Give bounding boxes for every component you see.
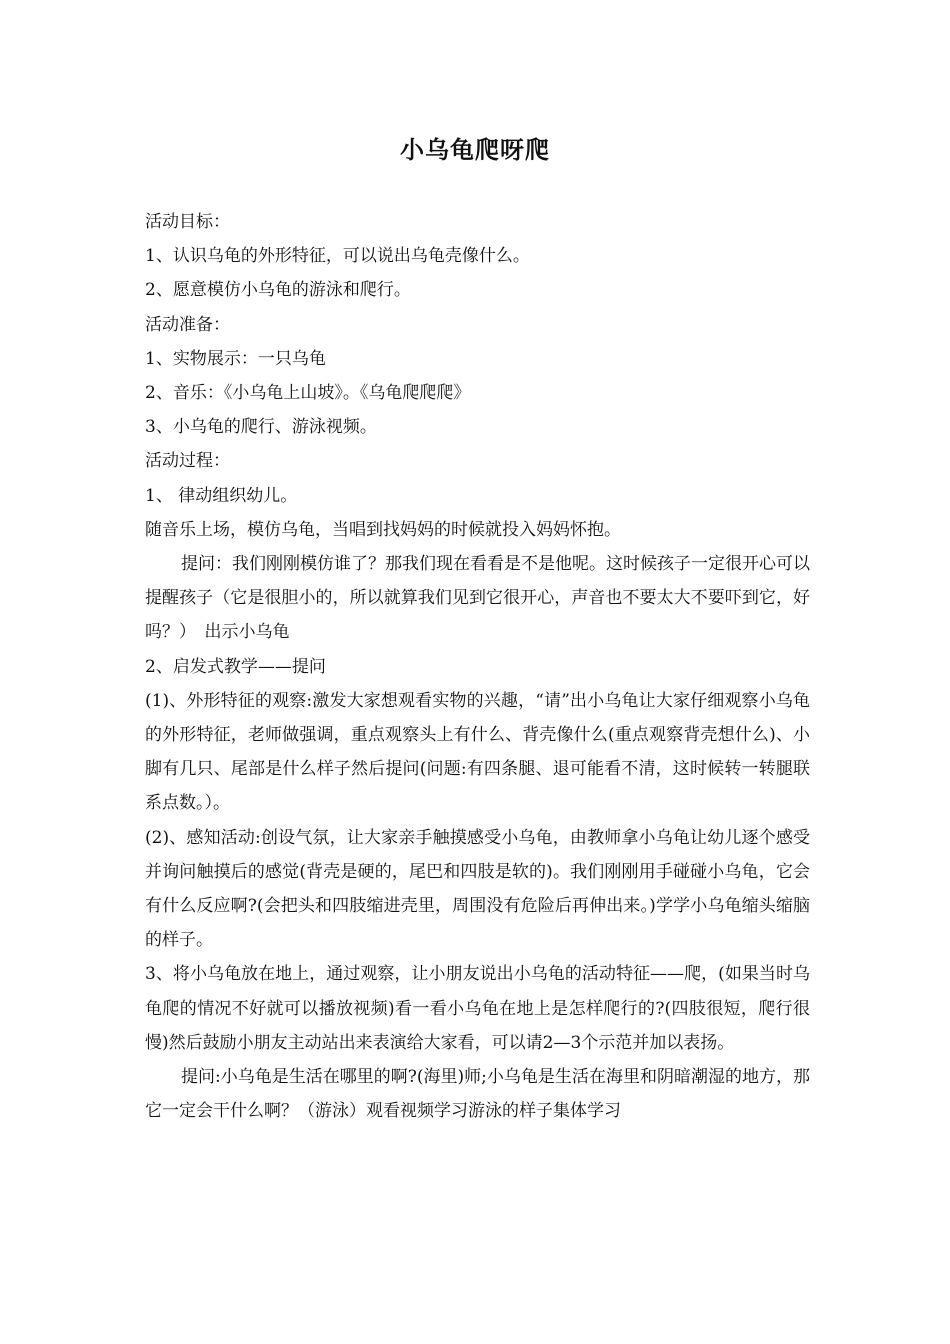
paragraph-question-2: 提问:小乌龟是生活在哪里的啊?(海里)师;小乌龟是生活在海里和阴暗潮湿的地方，那它一定会干什么啊？（游泳）观看视频学习游泳的样子集体学习	[145, 1067, 810, 1122]
goal-item-2: 2、愿意模仿小乌龟的游泳和爬行。	[145, 280, 411, 301]
heading-preparation: 活动准备：	[145, 314, 230, 335]
paragraph-perception: (2)、感知活动:创设气氛，让大家亲手触摸感受小乌龟，由教师拿小乌龟让幼儿逐个感受并询问触摸后的感觉(背壳是硬的，尾巴和四肢是软的)。我们刚刚用手碰碰小乌龟，它会有什么反应啊?(会把头和四肢缩进壳里，周围没有危险后再伸出来。)学学小乌龟缩头缩脑的样子。	[145, 827, 810, 951]
process-step-2: 2、启发式教学——提问	[145, 656, 326, 677]
document-body	[145, 205, 810, 1128]
goal-item-1: 1、认识乌龟的外形特征，可以说出乌龟壳像什么。	[145, 246, 530, 267]
paragraph-step-3: 3、将小乌龟放在地上，通过观察，让小朋友说出小乌龟的活动特征——爬，(如果当时乌龟爬的情况不好就可以播放视频)看一看小乌龟在地上是怎样爬行的?(四肢很短，爬行很慢)然后鼓励小朋友主动站出来表演给大家看，可以请2—3个示范并加以表扬。	[145, 964, 810, 1053]
heading-process: 活动过程：	[145, 451, 230, 472]
process-step-1: 1、 律动组织幼儿。	[145, 485, 298, 506]
document-title: 小乌龟爬呀爬	[400, 136, 550, 164]
paragraph-question-1: 提问：我们刚刚模仿谁了？那我们现在看看是不是他呢。这时候孩子一定很开心可以提醒孩子（它是很胆小的，所以就算我们见到它很开心，声音也不要太大不要吓到它，好吗？） 出示小乌龟	[145, 554, 810, 643]
heading-goals: 活动目标：	[145, 212, 230, 232]
prep-item-1: 1、实物展示：一只乌龟	[145, 348, 326, 369]
process-step-1-detail: 随音乐上场，模仿乌龟，当唱到找妈妈的时候就投入妈妈怀抱。	[145, 519, 621, 540]
prep-item-3: 3、小乌龟的爬行、游泳视频。	[145, 417, 377, 438]
paragraph-observation: (1)、外形特征的观察:激发大家想观看实物的兴趣，“请”出小乌龟让大家仔细观察小乌龟的外形特征，老师做强调，重点观察头上有什么、背壳像什么(重点观察背壳想什么)、小脚有几只、尾部是什么样子然后提问(问题:有四条腿、退可能看不清，这时候转一转腿联系点数。）。	[145, 690, 810, 814]
prep-item-2: 2、音乐：《小乌龟上山坡》。《乌龟爬爬爬》	[145, 383, 471, 404]
